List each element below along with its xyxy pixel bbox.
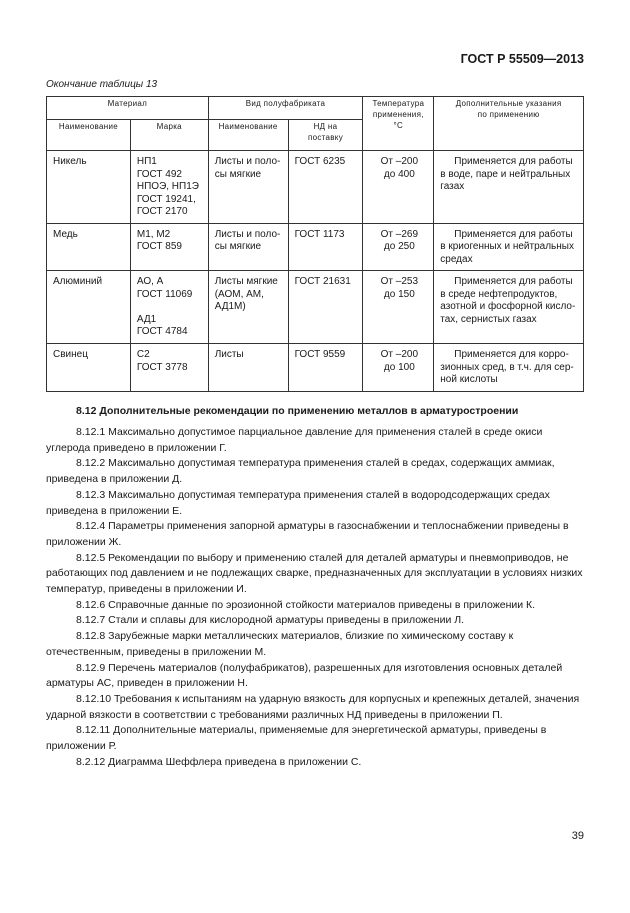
paragraph: 8.12.6 Справочные данные по эрозионной стойкости материалов приведены в приложении К. — [76, 598, 536, 611]
cell-grade — [130, 271, 208, 344]
text-line: От –253 — [380, 276, 419, 287]
header-sp-name: Наименование — [208, 120, 288, 151]
cell-nd: ГОСТ 21631 — [288, 271, 363, 344]
text-line: газах — [440, 181, 465, 192]
page-number: 39 — [571, 830, 584, 842]
text-line: до 400 — [383, 168, 415, 180]
text-line: Листы — [214, 349, 244, 360]
paragraph: 8.12.5 Рекомендации по выбору и применению сталей для деталей арматуры и пневмоприводов, не работающих под давлением и не подлежащих сварке, предназначенных для эксплуатации в условиях низких температур, приведены в приложении И. — [46, 551, 583, 596]
text-line: АД1 — [136, 313, 157, 325]
table-row — [47, 223, 584, 271]
text-line: От –269 — [380, 228, 419, 240]
text-line: От –200 — [380, 156, 419, 167]
text-line: ГОСТ 859 — [136, 241, 182, 252]
text-line: ГОСТ 11069 — [136, 288, 193, 300]
paragraph: 8.12.10 Требования к испытаниям на ударную вязкость для корпусных и крепежных деталей, значения ударной вязкости в соответствии с требованиями различных НД приведены в приложении П. — [46, 692, 580, 721]
table-row — [47, 271, 584, 344]
header-material: Материал — [47, 97, 209, 120]
text-line: в криогенных и нейтральных — [440, 241, 574, 252]
text-line: зионных сред, в т.ч. для сер- — [440, 361, 574, 373]
text-line: НП1 — [136, 156, 157, 167]
cell-name: Медь — [47, 223, 131, 271]
text-line: ГОСТ 2170 — [136, 206, 188, 217]
text-line: Дополнительные указания — [455, 99, 562, 108]
header-grade: Марка — [130, 120, 208, 151]
cell-grade — [130, 223, 208, 271]
text-line: Применяется для работы — [454, 228, 573, 240]
text-line: азотной и фосфорной кисло- — [440, 301, 576, 312]
cell-nd: ГОСТ 6235 — [288, 151, 363, 224]
cell-nd: ГОСТ 1173 — [288, 223, 363, 271]
cell-name: Никель — [47, 151, 131, 224]
text-line: АД1М) — [214, 301, 246, 312]
table-caption: Окончание таблицы 13 — [46, 79, 158, 90]
text-line: НПОЭ, НП1Э — [136, 181, 199, 192]
paragraph: 8.12.2 Максимально допустимая температура применения сталей в средах, содержащих аммиак, приведена в приложении Д. — [46, 457, 555, 486]
text-line: ГОСТ 19241, — [136, 193, 196, 205]
cell-grade — [130, 344, 208, 392]
text-line: Листы и поло- — [214, 156, 281, 167]
header-semi-product: Вид полуфабриката — [208, 97, 363, 120]
text-line: тах, сернистых газах — [440, 313, 537, 325]
paragraph: 8.2.12 Диаграмма Шеффлера приведена в приложении С. — [76, 755, 362, 768]
header-notes — [434, 97, 584, 151]
text-line: Применяется для работы — [454, 276, 573, 287]
text-line: С2 — [136, 349, 150, 360]
text-line: ГОСТ 4784 — [136, 326, 188, 337]
text-line: до 100 — [383, 361, 415, 373]
cell-temp — [363, 151, 434, 224]
table-row — [47, 344, 584, 392]
text-line: поставку — [307, 133, 343, 142]
text-line: М1, М2 — [136, 228, 171, 240]
cell-notes — [434, 271, 584, 344]
text-line: применения, — [372, 110, 424, 119]
text-line: Применяется для работы — [454, 156, 573, 167]
cell-temp — [363, 223, 434, 271]
text-line: От –200 — [380, 349, 419, 360]
paragraph: 8.12.3 Максимально допустимая температура применения сталей в водородсодержащих средах приведена в приложении Е. — [46, 488, 550, 517]
header-nd — [288, 120, 363, 151]
text-line: Листы мягкие — [214, 276, 278, 287]
text-line: ной кислоты — [440, 374, 498, 385]
materials-table — [46, 96, 584, 392]
paragraph: 8.12.1 Максимально допустимое парциальное давление для применения сталей в среде окиси углерода приведено в приложении Г. — [46, 426, 543, 454]
paragraph: 8.12.7 Стали и сплавы для кислородной арматуры приведены в приложении Л. — [76, 614, 465, 627]
text-line — [137, 301, 204, 314]
text-line: Применяется для корро- — [454, 349, 569, 360]
cell-sp-name — [208, 344, 288, 392]
cell-notes — [434, 344, 584, 392]
text-line: до 250 — [383, 241, 415, 252]
text-line: в воде, паре и нейтральных — [440, 168, 571, 180]
text-line: °С — [393, 121, 404, 130]
paragraph: 8.12.8 Зарубежные марки металлических материалов, близкие по химическому составу к отечественным, приведены в приложении М. — [46, 630, 514, 658]
header-name: Наименование — [47, 120, 131, 151]
cell-temp — [363, 344, 434, 392]
cell-notes — [434, 223, 584, 271]
cell-nd: ГОСТ 9559 — [288, 344, 363, 392]
text-line: по применению — [477, 110, 540, 119]
text-line: Листы и поло- — [214, 228, 281, 240]
cell-notes — [434, 151, 584, 224]
text-line: НД на — [313, 122, 338, 131]
cell-name: Алюминий — [47, 271, 131, 344]
paragraph: 8.12.9 Перечень материалов (полуфабрикатов), разрешенных для изготовления основных деталей арматуры АС, приведен в приложении Н. — [46, 661, 563, 690]
cell-sp-name — [208, 271, 288, 344]
cell-temp — [363, 271, 434, 344]
cell-grade — [130, 151, 208, 224]
section-body — [46, 425, 584, 770]
text-line: средах — [440, 253, 473, 265]
table-row — [47, 151, 584, 224]
text-line: Температура — [372, 99, 425, 108]
text-line: в среде нефтепродуктов, — [440, 288, 558, 300]
text-line: до 150 — [383, 288, 415, 300]
section-title: 8.12 Дополнительные рекомендации по применению металлов в арматуростроении — [76, 405, 519, 417]
cell-sp-name — [208, 223, 288, 271]
text-line: ГОСТ 492 — [136, 168, 182, 180]
cell-sp-name — [208, 151, 288, 224]
text-line: АО, А — [136, 276, 164, 287]
text-line: (АОМ, АМ, — [214, 288, 264, 300]
text-line: сы мягкие — [214, 168, 262, 180]
paragraph: 8.12.11 Дополнительные материалы, применяемые для энергетической арматуры, приведены в приложении Р. — [46, 724, 547, 753]
document-code: ГОСТ Р 55509—2013 — [460, 52, 584, 66]
text-line: сы мягкие — [214, 241, 262, 252]
cell-name: Свинец — [47, 344, 131, 392]
header-temperature — [363, 97, 434, 151]
paragraph: 8.12.4 Параметры применения запорной арматуры в газоснабжении и теплоснабжении приведены в приложении Ж. — [46, 520, 569, 548]
text-line: ГОСТ 3778 — [136, 361, 188, 373]
